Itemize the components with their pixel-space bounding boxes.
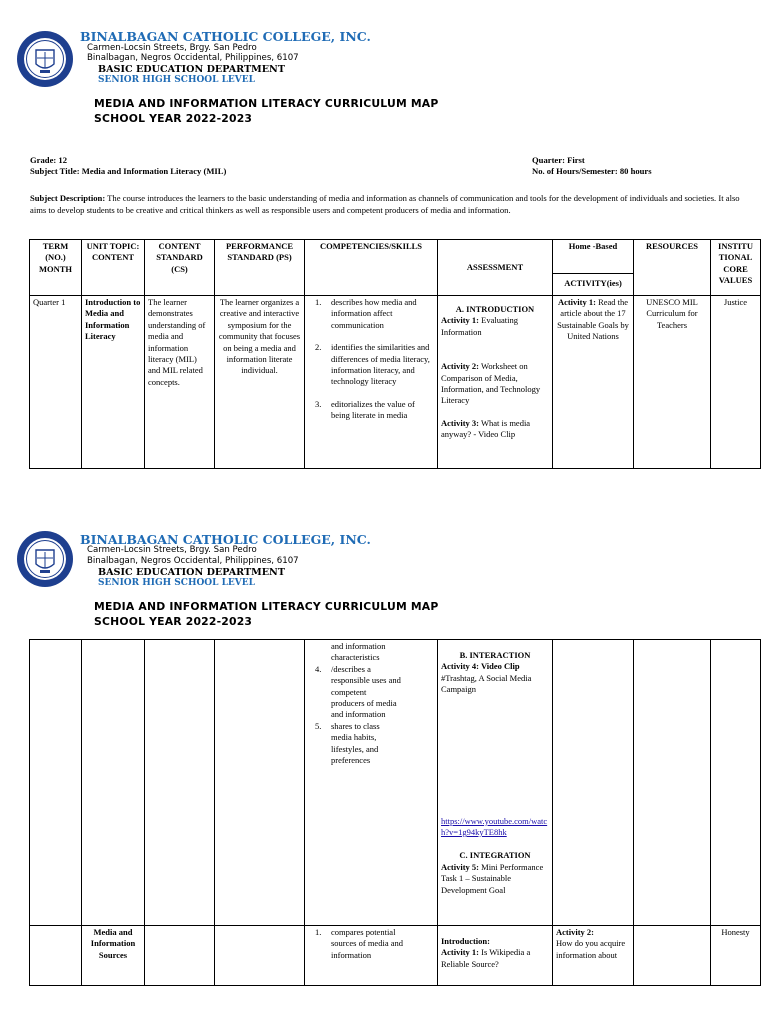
list-item: 4. /describes a responsible uses and competent producers of media and information	[315, 663, 401, 720]
home-based-cell: Activity 1: Read the article about the 17 Sustainable Goals by United Nations	[553, 296, 634, 469]
content-standard-cell	[145, 640, 215, 926]
table-row	[30, 926, 761, 986]
competencies-cell	[305, 926, 438, 986]
competencies-cell	[305, 296, 438, 469]
department-name: BASIC EDUCATION DEPARTMENT	[98, 567, 285, 578]
assessment-cell	[438, 926, 553, 986]
activity-4-text: #Trashtag, A Social Media Campaign	[441, 672, 532, 695]
address-line-1: Carmen-Locsin Streets, Brgy. San Pedro	[87, 545, 257, 555]
address-line-2: Binalbagan, Negros Occidental, Philippines, 6107	[87, 556, 299, 566]
header-term: TERM (NO.) MONTH	[30, 240, 82, 296]
list-item: 3. editorializes the value of being literate in media	[315, 398, 415, 421]
activity-4-label: Activity 4: Video Clip	[441, 661, 520, 672]
school-level: SENIOR HIGH SCHOOL LEVEL	[98, 578, 255, 588]
college-name: BINALBAGAN CATHOLIC COLLEGE, INC.	[80, 532, 371, 547]
department-name: BASIC EDUCATION DEPARTMENT	[98, 64, 285, 75]
list-item: 1. compares potential sources of media and information	[315, 927, 403, 960]
performance-standard-cell	[215, 926, 305, 986]
resources-cell	[634, 926, 711, 986]
header-resources: RESOURCES	[634, 240, 711, 296]
term-cell	[30, 640, 82, 926]
activity-3: Activity 3: What is media anyway? - Video Clip	[441, 417, 531, 440]
header-core-values: INSTITU TIONAL CORE VALUES	[711, 240, 761, 296]
description-text: The course introduces the learners to the basic understanding of media and information as channels of communication and tools for the development of individuals and societies. It also aims to develop students to be creative and critical thinkers as well as responsible users and competent producers of media and information.	[30, 193, 740, 215]
header-activities-label: ACTIVITY(ies)	[553, 273, 633, 289]
document-title: MEDIA AND INFORMATION LITERACY CURRICULUM MAP	[94, 600, 439, 613]
term-cell: Quarter 1	[30, 296, 82, 469]
introduction-label: Introduction:	[441, 936, 490, 946]
activity-1: Activity 1: Evaluating Information	[441, 315, 518, 337]
assessment-cell	[438, 640, 553, 926]
core-values-cell	[711, 640, 761, 926]
page-2	[0, 500, 768, 1024]
core-values-cell: Honesty	[711, 926, 761, 986]
header-content-standard: CONTENT STANDARD (CS)	[145, 240, 215, 296]
quarter-label: Quarter: First	[532, 155, 585, 165]
table-row	[30, 640, 761, 926]
header-performance-standard: PERFORMANCE STANDARD (PS)	[215, 240, 305, 296]
home-activity-label: Activity 2:	[556, 927, 595, 937]
list-item: 5. shares to class media habits, lifestyles, and preferences	[315, 720, 380, 766]
video-link[interactable]: https://www.youtube.com/watch?v=1g94kyTE8hk	[441, 815, 548, 838]
list-item: 1. describes how media and information affect communication	[315, 297, 417, 330]
section-interaction-title: B. INTERACTION	[459, 650, 531, 660]
address-line-1: Carmen-Locsin Streets, Brgy. San Pedro	[87, 43, 257, 53]
home-activity-text: How do you acquire information about	[556, 938, 626, 960]
resources-cell	[634, 640, 711, 926]
list-item: 2. identifies the similarities and differences of media literacy, information literacy, and technology literacy	[315, 342, 430, 387]
section-integration-title: C. INTEGRATION	[459, 850, 531, 861]
performance-standard-cell: The learner organizes a creative and interactive symposium for the community that focuses on being a media and information literate individual.	[215, 296, 305, 469]
school-year: SCHOOL YEAR 2022-2023	[94, 112, 253, 125]
subject-description	[30, 192, 742, 216]
assessment-cell	[438, 296, 553, 469]
unit-topic-cell: Media and Information Sources	[82, 926, 145, 986]
table-header-row	[30, 240, 761, 296]
description-label: Subject Description:	[30, 193, 106, 203]
term-cell	[30, 926, 82, 986]
performance-standard-cell	[215, 640, 305, 926]
address-line-2: Binalbagan, Negros Occidental, Philippines, 6107	[87, 53, 299, 63]
activity-1: Activity 1: Is Wikipedia a Reliable Source?	[441, 947, 531, 969]
page-1	[0, 0, 768, 500]
college-seal-icon	[16, 30, 74, 88]
header-home-based	[553, 240, 634, 296]
header-assessment: ASSESSMENT	[438, 240, 553, 296]
school-level: SENIOR HIGH SCHOOL LEVEL	[98, 75, 255, 85]
home-based-cell	[553, 640, 634, 926]
activity-5: Activity 5: Mini Performance Task 1 – Sustainable Development Goal	[441, 861, 544, 895]
core-values-cell: Justice	[711, 296, 761, 469]
table-row	[30, 296, 761, 469]
header-unit-topic: UNIT TOPIC: CONTENT	[82, 240, 145, 296]
unit-topic-cell: Introduction to Media and Information Literacy	[82, 296, 145, 469]
curriculum-table	[29, 239, 761, 469]
college-name: BINALBAGAN CATHOLIC COLLEGE, INC.	[80, 29, 371, 44]
school-year: SCHOOL YEAR 2022-2023	[94, 615, 253, 628]
competencies-cell	[305, 640, 438, 926]
content-standard-cell	[145, 926, 215, 986]
content-standard-cell: The learner demonstrates understanding of media and information literacy (MIL) and MIL related concepts.	[145, 296, 215, 469]
section-introduction-title: A. INTRODUCTION	[455, 304, 535, 314]
competency-continuation: and information characteristics	[331, 641, 386, 663]
grade-label: Grade: 12	[30, 155, 67, 165]
document-title: MEDIA AND INFORMATION LITERACY CURRICULUM MAP	[94, 97, 439, 110]
unit-topic-cell	[82, 640, 145, 926]
home-based-cell	[553, 926, 634, 986]
activity-2: Activity 2: Worksheet on Comparison of Media, Information, and Technology Literacy	[441, 361, 541, 406]
header-competencies: COMPETENCIES/SKILLS	[305, 240, 438, 296]
curriculum-table-continued	[29, 639, 761, 986]
header-home-based-label: Home -Based	[568, 241, 618, 251]
hours-label: No. of Hours/Semester: 80 hours	[532, 166, 652, 176]
subject-title: Subject Title: Media and Information Literacy (MIL)	[30, 166, 227, 176]
college-seal-icon	[16, 530, 74, 588]
resources-cell: UNESCO MIL Curriculum for Teachers	[634, 296, 711, 469]
